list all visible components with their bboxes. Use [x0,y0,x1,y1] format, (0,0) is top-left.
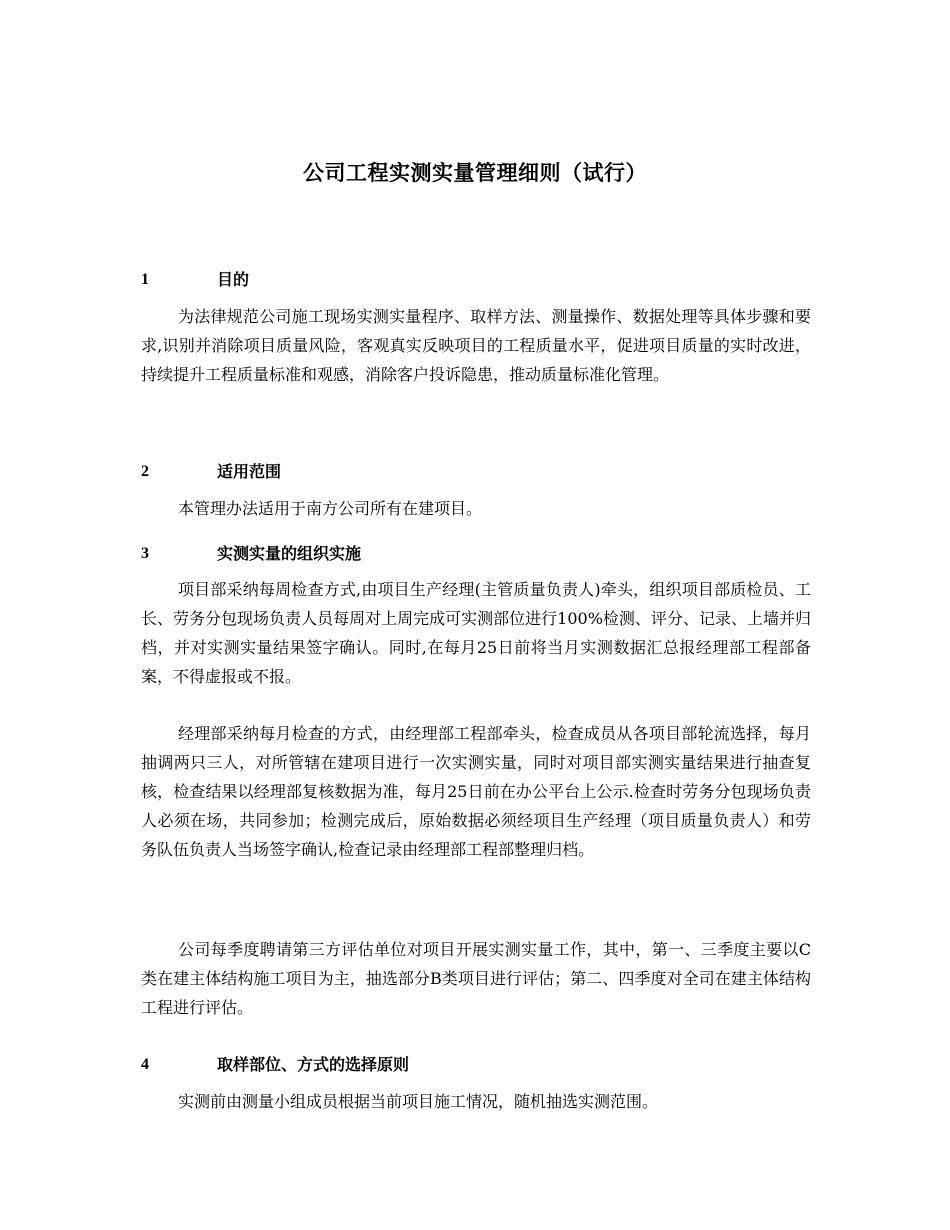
section-heading-2 [141,460,821,484]
section-3-paragraph-2: 经理部采纳每月检查的方式，由经理部工程部牵头，检查成员从各项目部轮流选择，每月抽调两只三人，对所管辖在建项目进行一次实测实量，同时对项目部实测实量结果进行抽查复核，检查结果以经理部复核数据为准，每月25日前在办公平台上公示.检查时劳务分包现场负责人必须在场，共同参加；检测完成后，原始数据必须经项目生产经理（项目质量负责人）和劳务队伍负责人当场签字确认,检查记录由经理部工程部整理归档。 [141,724,811,859]
section-title: 目的 [217,270,250,289]
section-heading-4 [141,1053,821,1077]
section-number: 3 [141,545,149,562]
section-heading-3 [141,542,821,566]
document-title: 公司工程实测实量管理细则（试行） [303,161,647,185]
section-heading-1 [141,268,821,292]
section-title: 实测实量的组织实施 [217,544,362,563]
section-number: 1 [141,271,149,288]
section-3-paragraph-1: 项目部采纳每周检查方式,由项目生产经理(主管质量负责人)牵头，组织项目部质检员、工长、劳务分包现场负责人员每周对上周完成可实测部位进行100%检测、评分、记录、上墙并归档，并对实测实量结果签字确认。同时,在每月25日前将当月实测数据汇总报经理部工程部备案，不得虚报或不报。 [141,580,811,686]
section-number: 2 [141,463,149,480]
section-4-paragraph-1: 实测前由测量小组成员根据当前项目施工情况，随机抽选实测范围。 [178,1092,659,1111]
section-title: 适用范围 [217,462,282,481]
section-1-paragraph-1: 为法律规范公司施工现场实测实量程序、取样方法、测量操作、数据处理等具体步骤和要求,识别并消除项目质量风险，客观真实反映项目的工程质量水平，促进项目质量的实时改进，持续提升工程质量标准和观感，消除客户投诉隐患，推动质量标准化管理。 [141,307,811,384]
section-2-paragraph-1: 本管理办法适用于南方公司所有在建项目。 [178,499,483,518]
section-3-paragraph-3: 公司每季度聘请第三方评估单位对项目开展实测实量工作，其中，第一、三季度主要以C类在建主体结构施工项目为主，抽选部分B类项目进行评估；第二、四季度对全司在建主体结构工程进行评估。 [141,940,811,1017]
section-title: 取样部位、方式的选择原则 [217,1055,410,1074]
section-number: 4 [141,1056,149,1073]
